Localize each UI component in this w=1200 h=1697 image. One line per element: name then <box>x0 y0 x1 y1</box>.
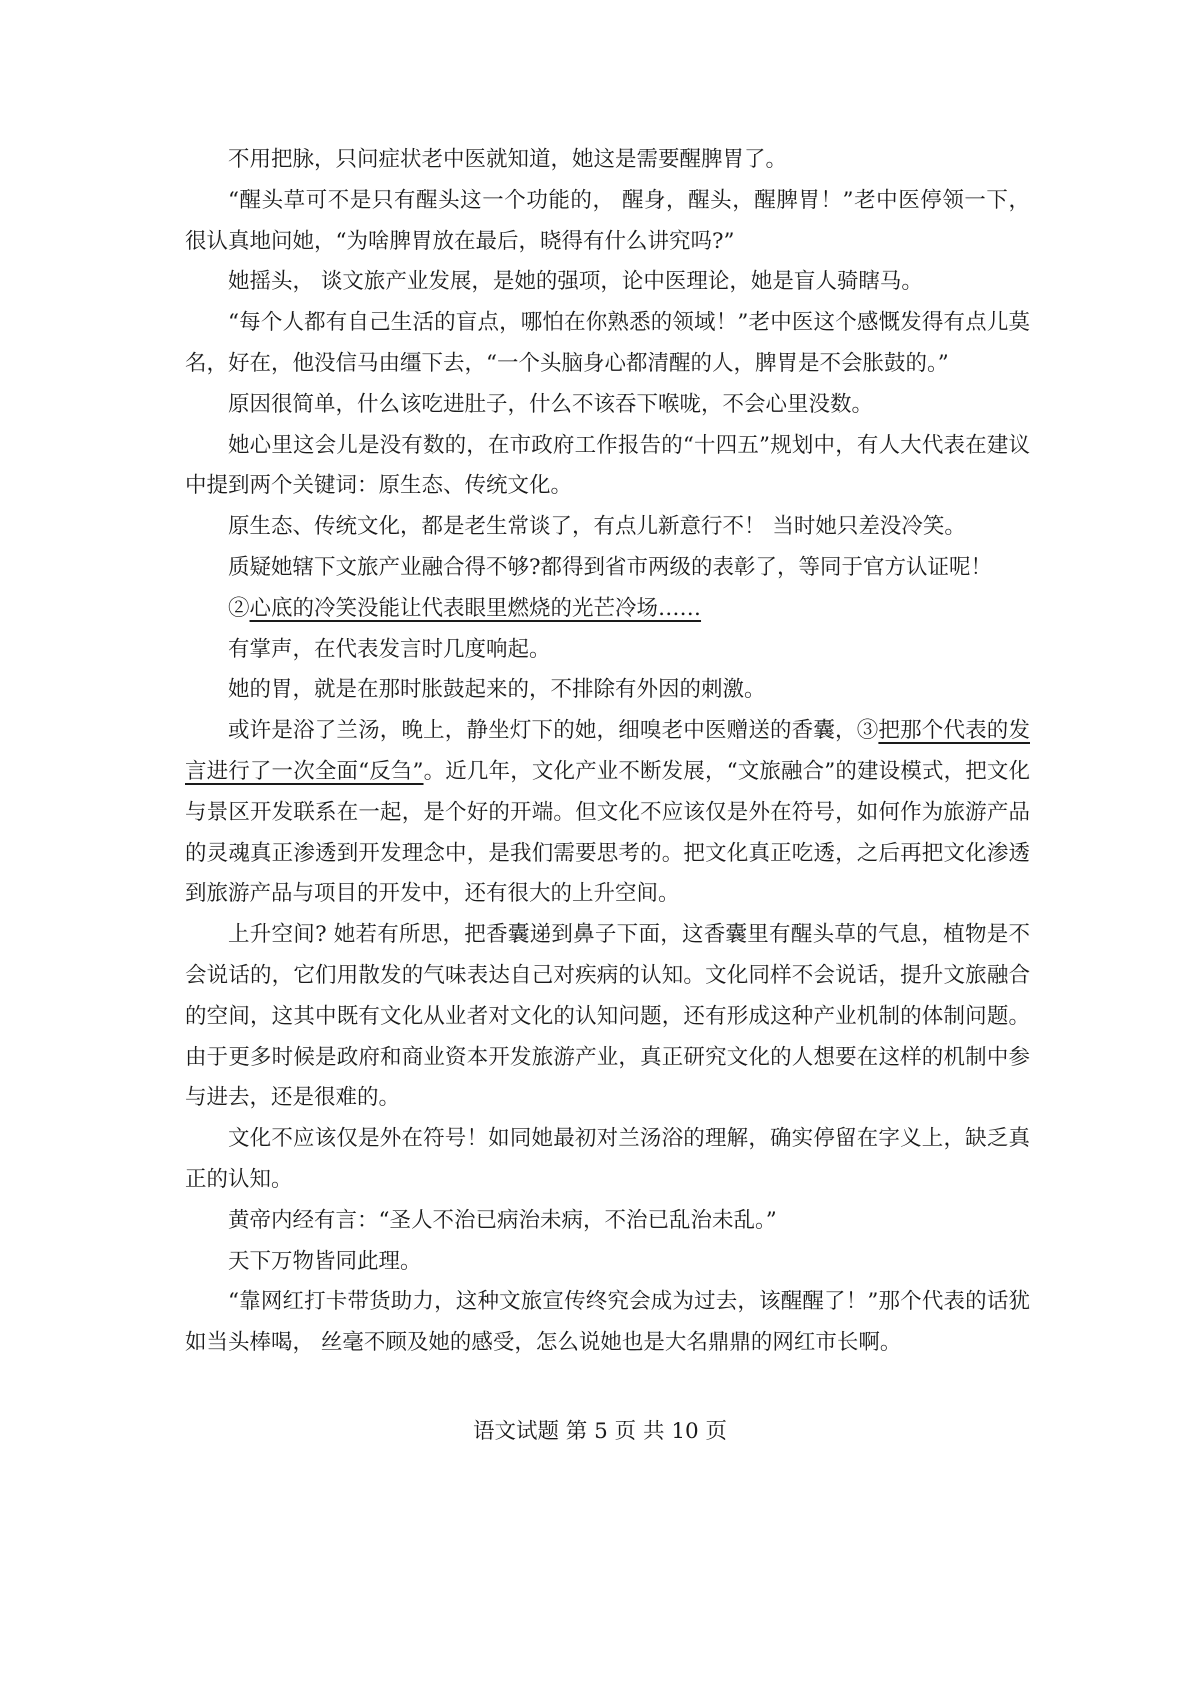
text-segment: 有掌声，在代表发言时几度响起。 <box>228 636 551 662</box>
text-segment: 文化不应该仅是外在符号！如同她最初对兰汤浴的理解，确实停留在字义上，缺乏真正的认知。 <box>185 1126 1030 1192</box>
text-segment: 。近几年，文化产业不断发展，“文旅融合”的建设模式，把文化与景区开发联系在一起，是个好的开端。但文化不应该仅是外在符号，如何作为旅游产品的灵魂真正渗透到开发理念中，是我们需要思考的。把文化真正吃透，之后再把文化渗透到旅游产品与项目的开发中，还有很大的上升空间。 <box>185 758 1031 907</box>
text-segment: ② <box>228 595 250 621</box>
text-segment: 质疑她辖下文旅产业融合得不够?都得到省市两级的表彰了，等同于官方认证呢！ <box>228 554 993 580</box>
paragraph <box>185 385 1030 426</box>
paragraph <box>185 915 1030 1119</box>
text-segment: 不用把脉，只问症状老中医就知道，她这是需要醒脾胃了。 <box>228 147 788 172</box>
text-segment: 或许是浴了兰汤，晚上，静坐灯下的她，细嗅老中医赠送的香囊，③ <box>228 718 879 744</box>
paragraph <box>185 589 1030 630</box>
text-segment: 黄帝内经有言：“圣人不治已病治未病，不治已乱治未乱。” <box>228 1207 777 1233</box>
passage-body <box>185 140 1030 1364</box>
text-segment: 她的胃，就是在那时胀鼓起来的，不排除有外因的刺激。 <box>228 677 766 703</box>
underlined-sentence: 把那个代表的发言进行了一次全面“反刍” <box>185 718 1030 784</box>
paragraph <box>185 181 1030 263</box>
paragraph <box>185 630 1030 671</box>
paragraph <box>185 140 1030 181</box>
text-segment: 原因很简单，什么该吃进肚子，什么不该吞下喉咙，不会心里没数。 <box>228 391 874 417</box>
paragraph <box>185 426 1030 508</box>
text-segment: “每个人都有自己生活的盲点，哪怕在你熟悉的领域！”老中医这个感慨发得有点儿莫名，好在，他没信马由缰下去，“一个头脑身心都清醒的人，脾胃是不会胀鼓的。” <box>185 310 1030 376</box>
text-segment: 天下万物皆同此理。 <box>228 1248 422 1274</box>
paragraph <box>185 1282 1030 1364</box>
paragraph <box>185 548 1030 589</box>
page-footer: 语文试题 第 5 页 共 10 页 <box>472 1419 728 1444</box>
text-segment: 原生态、传统文化，都是老生常谈了，有点儿新意行不！ 当时她只差没冷笑。 <box>228 514 966 540</box>
underlined-sentence: 心底的冷笑没能让代表眼里燃烧的光芒冷场…… <box>249 595 702 621</box>
text-segment: 上升空间? 她若有所思，把香囊递到鼻子下面，这香囊里有醒头草的气息，植物是不会说话的，它们用散发的气味表达自己对疾病的认知。文化同样不会说话，提升文旅融合的空间，这其中既有文化从业者对文化的认知问题，还有形成这种产业机制的体制问题。由于更多时候是政府和商业资本开发旅游产业，真正研究文化的人想要在这样的机制中参与进去，还是很难的。 <box>185 922 1030 1111</box>
text-segment: “靠网红打卡带货助力，这种文旅宣传终究会成为过去，该醒醒了！”那个代表的话犹如当头棒喝， 丝毫不顾及她的感受，怎么说她也是大名鼎鼎的网红市长啊。 <box>185 1289 1030 1356</box>
paragraph <box>185 262 1030 303</box>
paragraph <box>185 711 1030 915</box>
text-segment: 她心里这会儿是没有数的，在市政府工作报告的“十四五”规划中，有人大代表在建议中提到两个关键词：原生态、传统文化。 <box>185 432 1030 499</box>
text-segment: 她摇头， 谈文旅产业发展，是她的强项，论中医理论，她是盲人骑瞎马。 <box>228 269 923 295</box>
text-segment: “醒头草可不是只有醒头这一个功能的， 醒身，醒头，醒脾胃！”老中医停领一下，很认真地问她，“为啥脾胃放在最后，晓得有什么讲究吗?” <box>185 187 1030 254</box>
paragraph <box>185 1242 1030 1283</box>
paragraph <box>185 670 1030 711</box>
paragraph <box>185 303 1030 385</box>
paragraph <box>185 1201 1030 1242</box>
paragraph <box>185 1119 1030 1201</box>
paragraph <box>185 507 1030 548</box>
